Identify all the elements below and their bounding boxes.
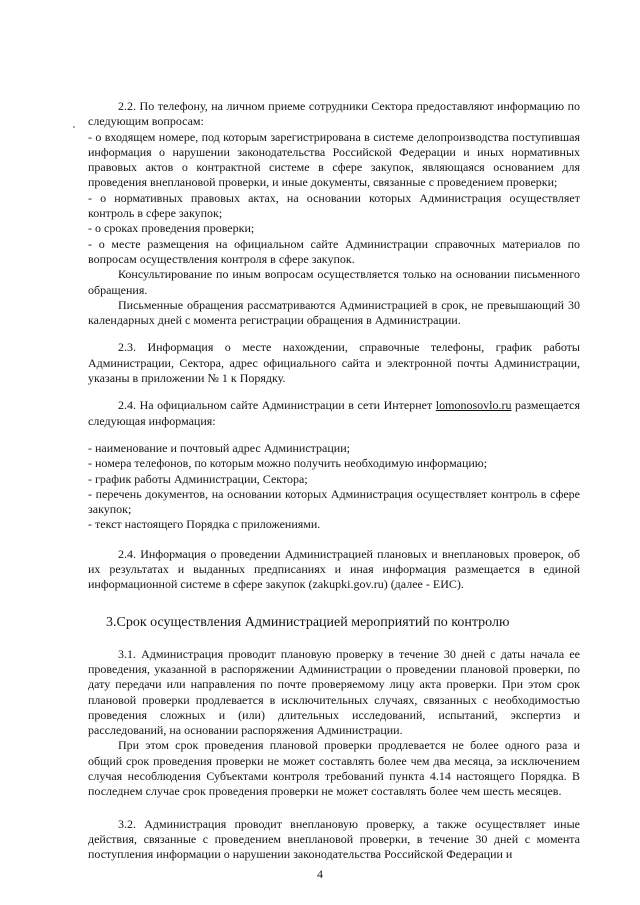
paragraph-3-2: 3.2. Администрация проводит внеплановую проверку, а также осуществляет иные действия, связанные с проведением внеплановой проверки, в течение 30 дней с момента поступления информации о нарушении законодательства Российской Федерации и [88,816,580,862]
list-item: - номера телефонов, по которым можно получить необходимую информацию; [88,456,488,471]
paragraph-2-4-text: 2.4. На официальном сайте Администрации в сети Интернет [118,398,436,413]
paragraph-2-4 [88,398,580,429]
paragraph-consultation: Консультирование по иным вопросам осуществляется только на основании письменного обращения. [88,267,580,297]
list-item: - о сроках проведения проверки; [88,221,255,236]
page-number: 4 [317,867,323,881]
document-body [88,99,580,862]
list-item: - текст настоящего Порядка с приложениями. [88,517,321,532]
paragraph-3-1-extension: При этом срок проведения плановой проверки продлевается не более одного раза и общий срок проведения проверки не может составлять более чем два месяца, за исключением случая несоблюдения Субъектами контроля требований пункта 4.14 настоящего Порядка. В последнем случае срок проведения проверки не может составлять более чем шесть месяцев. [88,738,580,799]
paragraph-3-1: 3.1. Администрация проводит плановую проверку в течение 30 дней с даты начала ее проведения, указанной в распоряжении Администрации о проведении плановой проверки, по дату передачи или направления по почте проверяемому лицу акта проверки. При этом срок плановой проверки продлевается в исключительных случаях, связанных с необходимостью проведения сложных и (или) длительных исследований, испытаний, экспертиз и расследований, на основании распоряжения Администрации. [88,646,580,738]
margin-mark [73,126,75,128]
section-heading: 3.Срок осуществления Администрацией мероприятий по контролю [106,614,510,630]
list-item: - о месте размещения на официальном сайте Администрации справочных материалов по вопросам осуществления контроля в сфере закупок. [88,236,580,266]
list-item: - о нормативных правовых актах, на основании которых Администрация осуществляет контроль в сфере закупок; [88,190,580,221]
list-item: - график работы Администрации, Сектора; [88,471,308,486]
list-item: - наименование и почтовый адрес Администрации; [88,440,350,455]
paragraph-2-4-text-end: размещается следующая информация: [88,398,580,428]
paragraph-2-2: 2.2. По телефону, на личном приеме сотрудники Сектора предоставляют информацию по следующим вопросам: [88,99,580,129]
paragraph-2-3: 2.3. Информация о месте нахождении, справочные телефоны, график работы Администрации, Сектора, адрес официального сайта и электронной почты Администрации, указаны в приложении № 1 к Порядку. [88,340,580,386]
website-link[interactable]: lomonosovlo.ru [435,398,512,413]
list-item: - перечень документов, на основании которых Администрация осуществляет контроль в сфере закупок; [88,486,580,517]
paragraph-written-requests: Письменные обращения рассматриваются Администрацией в срок, не превышающий 30 календарных дней с момента регистрации обращения в Администрации. [88,297,580,328]
paragraph-2-4-eis: 2.4. Информация о проведении Администрацией плановых и внеплановых проверок, об их результатах и выданных предписаниях и иная информация размещается в единой информационной системе в сфере закупок (zakupki.gov.ru) (далее - ЕИС). [88,546,580,592]
list-item: - о входящем номере, под которым зарегистрирована в системе делопроизводства поступившая информация о нарушении законодательства Российской Федерации и иных нормативных правовых актов о контрактной системе в сфере закупок, являющаяся основанием для проведения внеплановой проверки, и иные документы, связанные с проведением проверки; [88,129,580,190]
